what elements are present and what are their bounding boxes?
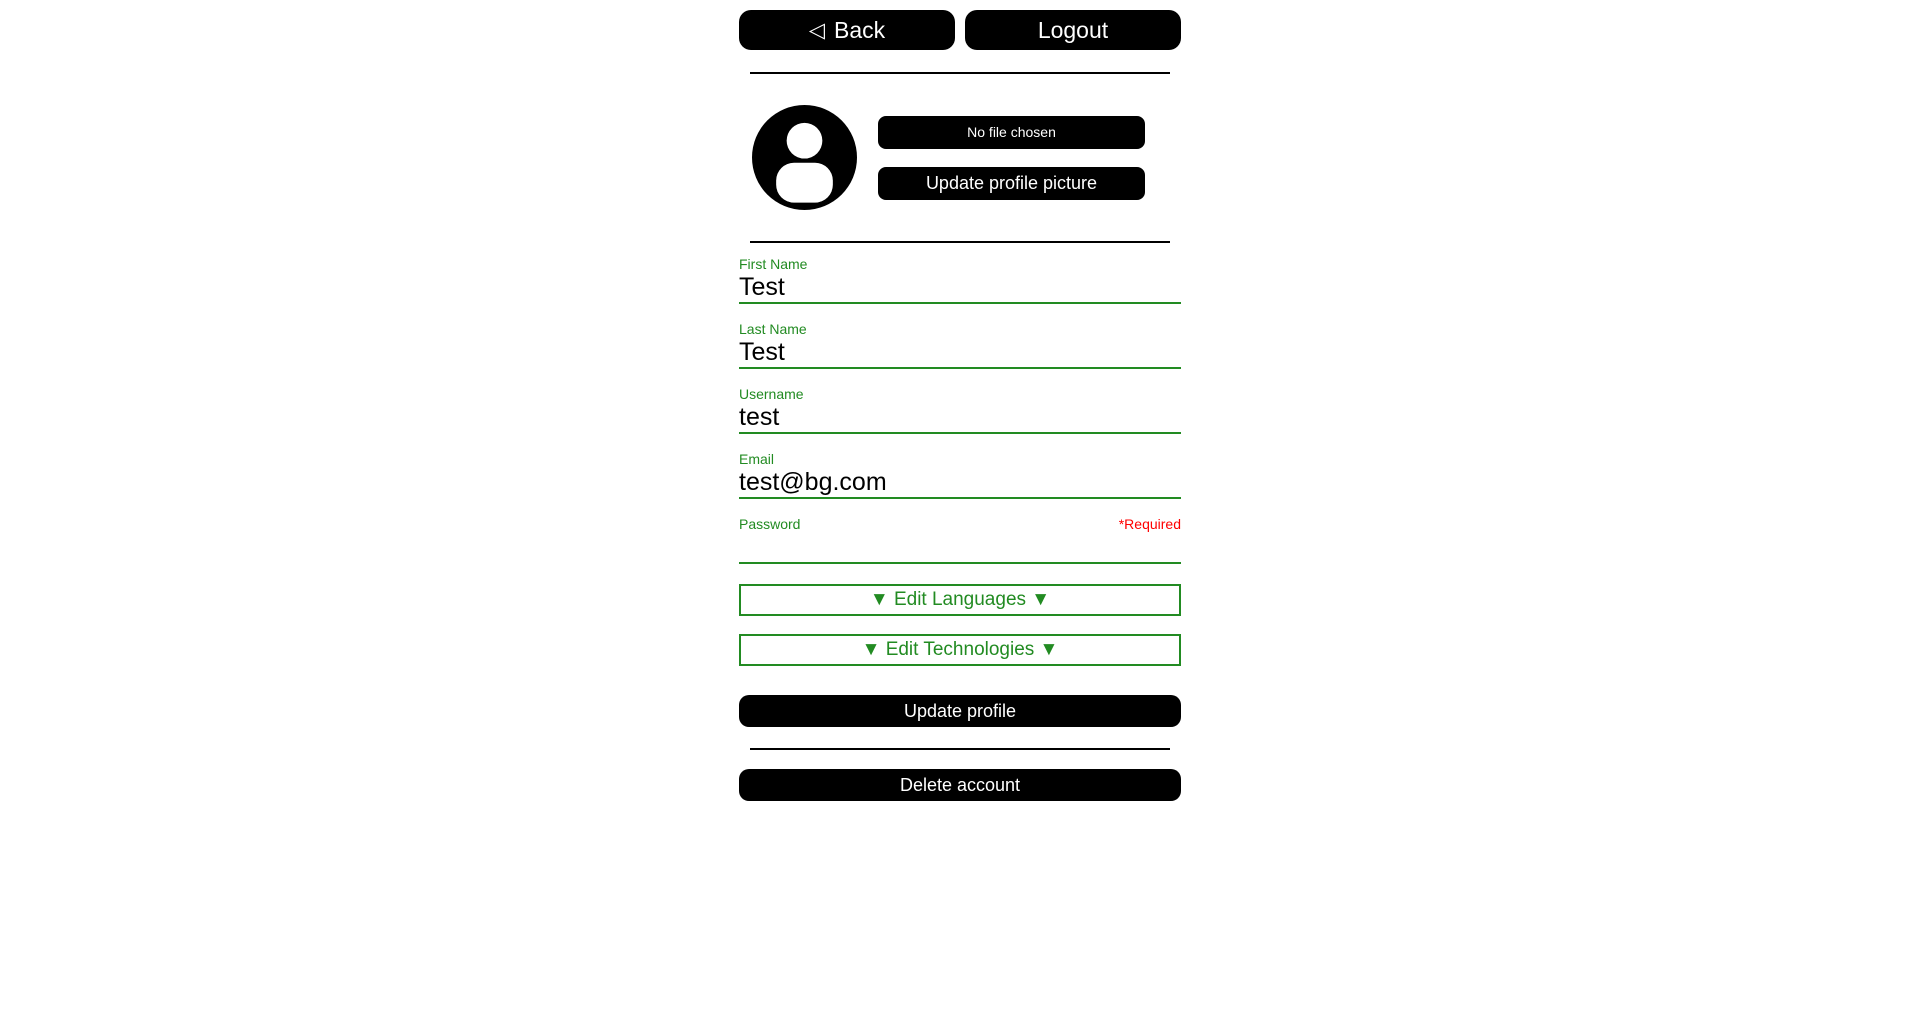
profile-page — [739, 0, 1181, 801]
delete-account-label: Delete account — [899, 774, 1021, 795]
back-button[interactable] — [739, 10, 955, 50]
email-label: Email — [739, 451, 775, 467]
required-note: *Required — [1118, 516, 1181, 532]
update-picture-label: Update profile picture — [925, 172, 1098, 193]
first-name-label: First Name — [739, 256, 808, 272]
back-button-label: Back — [834, 16, 886, 43]
divider — [750, 748, 1170, 750]
file-input[interactable] — [878, 116, 1145, 149]
field-password — [739, 516, 1181, 564]
last-name-label: Last Name — [739, 321, 807, 337]
file-status-text: No file chosen — [967, 124, 1056, 140]
password-input[interactable] — [739, 533, 1181, 564]
logout-button-label: Logout — [1037, 16, 1109, 43]
username-input[interactable] — [739, 403, 1181, 434]
first-name-input[interactable] — [739, 273, 1181, 304]
edit-languages-button[interactable]: ▼ Edit Languages ▼ — [739, 584, 1181, 616]
top-button-bar — [739, 10, 1181, 50]
email-input[interactable] — [739, 468, 1181, 499]
field-last-name — [739, 321, 1181, 369]
update-picture-button[interactable] — [878, 167, 1145, 200]
back-icon: ◁ — [808, 18, 825, 42]
picture-upload-controls — [878, 116, 1145, 200]
person-icon — [752, 105, 857, 210]
delete-account-button[interactable] — [739, 769, 1181, 801]
field-first-name — [739, 256, 1181, 304]
field-email — [739, 451, 1181, 499]
logout-button[interactable] — [965, 10, 1181, 50]
divider — [750, 72, 1170, 74]
update-profile-label: Update profile — [903, 700, 1017, 721]
edit-technologies-button[interactable]: ▼ Edit Technologies ▼ — [739, 634, 1181, 666]
password-label: Password — [739, 516, 801, 532]
last-name-input[interactable] — [739, 338, 1181, 369]
field-username — [739, 386, 1181, 434]
update-profile-button[interactable] — [739, 695, 1181, 727]
profile-picture-section — [739, 105, 1181, 210]
username-label: Username — [739, 386, 804, 402]
divider — [750, 241, 1170, 243]
